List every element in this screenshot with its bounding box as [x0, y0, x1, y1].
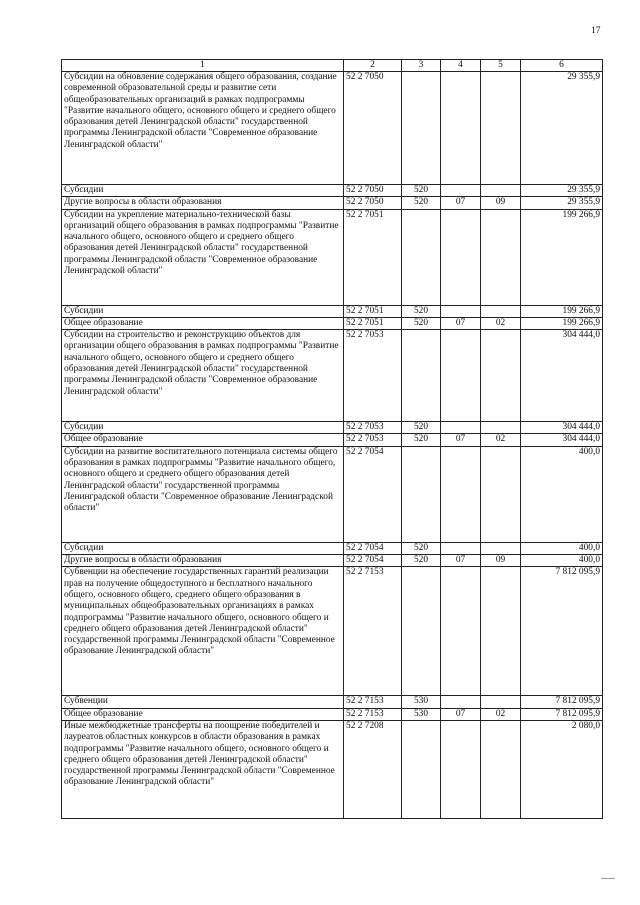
row-amount: 7 812 095,9 [521, 708, 603, 720]
header-col-2: 2 [344, 60, 402, 72]
row-name: Субсидии на укрепление материально-технической базы организаций общего образования в рамках подпрограммы "Развитие начального общего, основного общего и среднего общего образования детей Ленинградской области" государственной программы Ленинградской области "Современное образование Ленинградской области" [62, 209, 344, 305]
row-col-5: 09 [481, 555, 521, 567]
row-col-4: 07 [441, 708, 481, 720]
row-amount: 304 444,0 [521, 422, 603, 434]
table-row [62, 422, 603, 434]
row-col-3 [402, 330, 441, 422]
row-col-4 [441, 305, 481, 317]
row-code: 52 2 7050 [344, 185, 402, 197]
row-col-5 [481, 330, 521, 422]
header-col-6: 6 [521, 60, 603, 72]
table-row [62, 720, 603, 818]
table-row [62, 185, 603, 197]
row-name: Иные межбюджетные трансферты на поощрение победителей и лауреатов областных конкурсов в области образования в рамках подпрограммы "Развитие начального общего, основного общего и среднего общего образования детей Ленинградской области" государственной программы Ленинградской области "Современное образование Ленинградской области" [62, 720, 344, 818]
row-col-5 [481, 72, 521, 185]
row-col-4: 07 [441, 197, 481, 209]
table-row [62, 330, 603, 422]
row-col-3: 520 [402, 197, 441, 209]
row-code: 52 2 7051 [344, 305, 402, 317]
row-amount: 304 444,0 [521, 434, 603, 446]
row-name: Субвенции [62, 696, 344, 708]
header-row [62, 60, 603, 72]
row-col-5 [481, 720, 521, 818]
table-row [62, 434, 603, 446]
header-col-1: 1 [62, 60, 344, 72]
table-row [62, 708, 603, 720]
table-row [62, 567, 603, 696]
row-code: 52 2 7053 [344, 330, 402, 422]
row-name: Субсидии на строительство и реконструкцию объектов для организации общего образования в рамках подпрограммы "Развитие начального общего, основного общего и среднего общего образования детей Ленинградской области" государственной программы Ленинградской области "Современное образование Ленинградской области" [62, 330, 344, 422]
row-col-5 [481, 209, 521, 305]
row-code: 52 2 7053 [344, 434, 402, 446]
row-col-3: 520 [402, 555, 441, 567]
row-col-4 [441, 542, 481, 554]
row-col-4 [441, 720, 481, 818]
row-amount: 29 355,9 [521, 72, 603, 185]
row-col-3 [402, 72, 441, 185]
table-row [62, 696, 603, 708]
budget-table [61, 59, 603, 819]
row-col-3 [402, 446, 441, 542]
row-code: 52 2 7050 [344, 72, 402, 185]
table-row [62, 317, 603, 329]
row-col-5: 02 [481, 708, 521, 720]
row-col-4 [441, 72, 481, 185]
row-col-3: 520 [402, 185, 441, 197]
row-col-4 [441, 185, 481, 197]
row-col-5: 09 [481, 197, 521, 209]
row-col-3: 530 [402, 696, 441, 708]
row-col-4 [441, 696, 481, 708]
header-col-4: 4 [441, 60, 481, 72]
row-col-5: 02 [481, 434, 521, 446]
row-col-5 [481, 305, 521, 317]
row-amount: 2 080,0 [521, 720, 603, 818]
row-col-4: 07 [441, 555, 481, 567]
row-name: Субсидии [62, 305, 344, 317]
row-amount: 29 355,9 [521, 197, 603, 209]
row-col-3: 520 [402, 422, 441, 434]
table-row [62, 555, 603, 567]
row-code: 52 2 7208 [344, 720, 402, 818]
row-col-5 [481, 185, 521, 197]
row-col-4 [441, 330, 481, 422]
row-code: 52 2 7051 [344, 209, 402, 305]
row-amount: 400,0 [521, 446, 603, 542]
row-name: Субвенции на обеспечение государственных гарантий реализации прав на получение общедоступного и бесплатного начального общего, основного общего, среднего общего образования в муниципальных общеобразовательных организациях в рамках подпрограммы "Развитие начального общего, основного общего и среднего общего образования детей Ленинградской области" государственной программы Ленинградской области "Современное образование Ленинградской области" [62, 567, 344, 696]
row-amount: 400,0 [521, 555, 603, 567]
row-name: Субсидии [62, 422, 344, 434]
row-code: 52 2 7054 [344, 555, 402, 567]
row-amount: 199 266,9 [521, 317, 603, 329]
row-code: 52 2 7051 [344, 317, 402, 329]
row-code: 52 2 7153 [344, 696, 402, 708]
row-col-5 [481, 567, 521, 696]
table-row [62, 305, 603, 317]
row-name: Субсидии [62, 185, 344, 197]
row-col-5 [481, 542, 521, 554]
row-name: Субсидии на обновление содержания общего образования, создание современной образовательной среды и развитие сети общеобразовательных организаций в рамках подпрограммы "Развитие начального общего, основного общего и среднего общего образования детей Ленинградской области" государственной программы Ленинградской области "Современное образование Ленинградской области" [62, 72, 344, 185]
row-code: 52 2 7053 [344, 422, 402, 434]
table-row [62, 446, 603, 542]
row-name: Субсидии [62, 542, 344, 554]
row-name: Общее образование [62, 317, 344, 329]
row-col-4 [441, 209, 481, 305]
row-amount: 199 266,9 [521, 305, 603, 317]
row-col-4 [441, 422, 481, 434]
row-name: Общее образование [62, 434, 344, 446]
row-col-4 [441, 567, 481, 696]
row-amount: 400,0 [521, 542, 603, 554]
table-row [62, 72, 603, 185]
row-amount: 29 355,9 [521, 185, 603, 197]
row-name: Другие вопросы в области образования [62, 555, 344, 567]
row-amount: 199 266,9 [521, 209, 603, 305]
row-col-3: 520 [402, 542, 441, 554]
row-col-3 [402, 209, 441, 305]
row-code: 52 2 7054 [344, 542, 402, 554]
table-row [62, 197, 603, 209]
row-col-3 [402, 567, 441, 696]
row-col-3: 520 [402, 317, 441, 329]
row-name: Общее образование [62, 708, 344, 720]
table-row [62, 209, 603, 305]
row-col-3: 520 [402, 305, 441, 317]
row-name: Субсидии на развитие воспитательного потенциала системы общего образования в рамках подпрограммы "Развитие начального общего, основного общего и среднего общего образования детей Ленинградской области" государственной программы Ленинградской области "Современное образование Ленинградской области" [62, 446, 344, 542]
row-col-5: 02 [481, 317, 521, 329]
row-col-4: 07 [441, 434, 481, 446]
row-col-4: 07 [441, 317, 481, 329]
row-col-3: 520 [402, 434, 441, 446]
row-amount: 7 812 095,9 [521, 567, 603, 696]
row-col-5 [481, 422, 521, 434]
row-code: 52 2 7153 [344, 567, 402, 696]
row-name: Другие вопросы в области образования [62, 197, 344, 209]
row-amount: 304 444,0 [521, 330, 603, 422]
row-code: 52 2 7153 [344, 708, 402, 720]
row-col-5 [481, 696, 521, 708]
header-col-5: 5 [481, 60, 521, 72]
row-code: 52 2 7050 [344, 197, 402, 209]
table-row [62, 542, 603, 554]
row-amount: 7 812 095,9 [521, 696, 603, 708]
scan-artifact [601, 878, 615, 879]
row-col-3 [402, 720, 441, 818]
header-col-3: 3 [402, 60, 441, 72]
page-number: 17 [591, 26, 601, 36]
row-col-4 [441, 446, 481, 542]
row-col-5 [481, 446, 521, 542]
row-col-3: 530 [402, 708, 441, 720]
row-code: 52 2 7054 [344, 446, 402, 542]
